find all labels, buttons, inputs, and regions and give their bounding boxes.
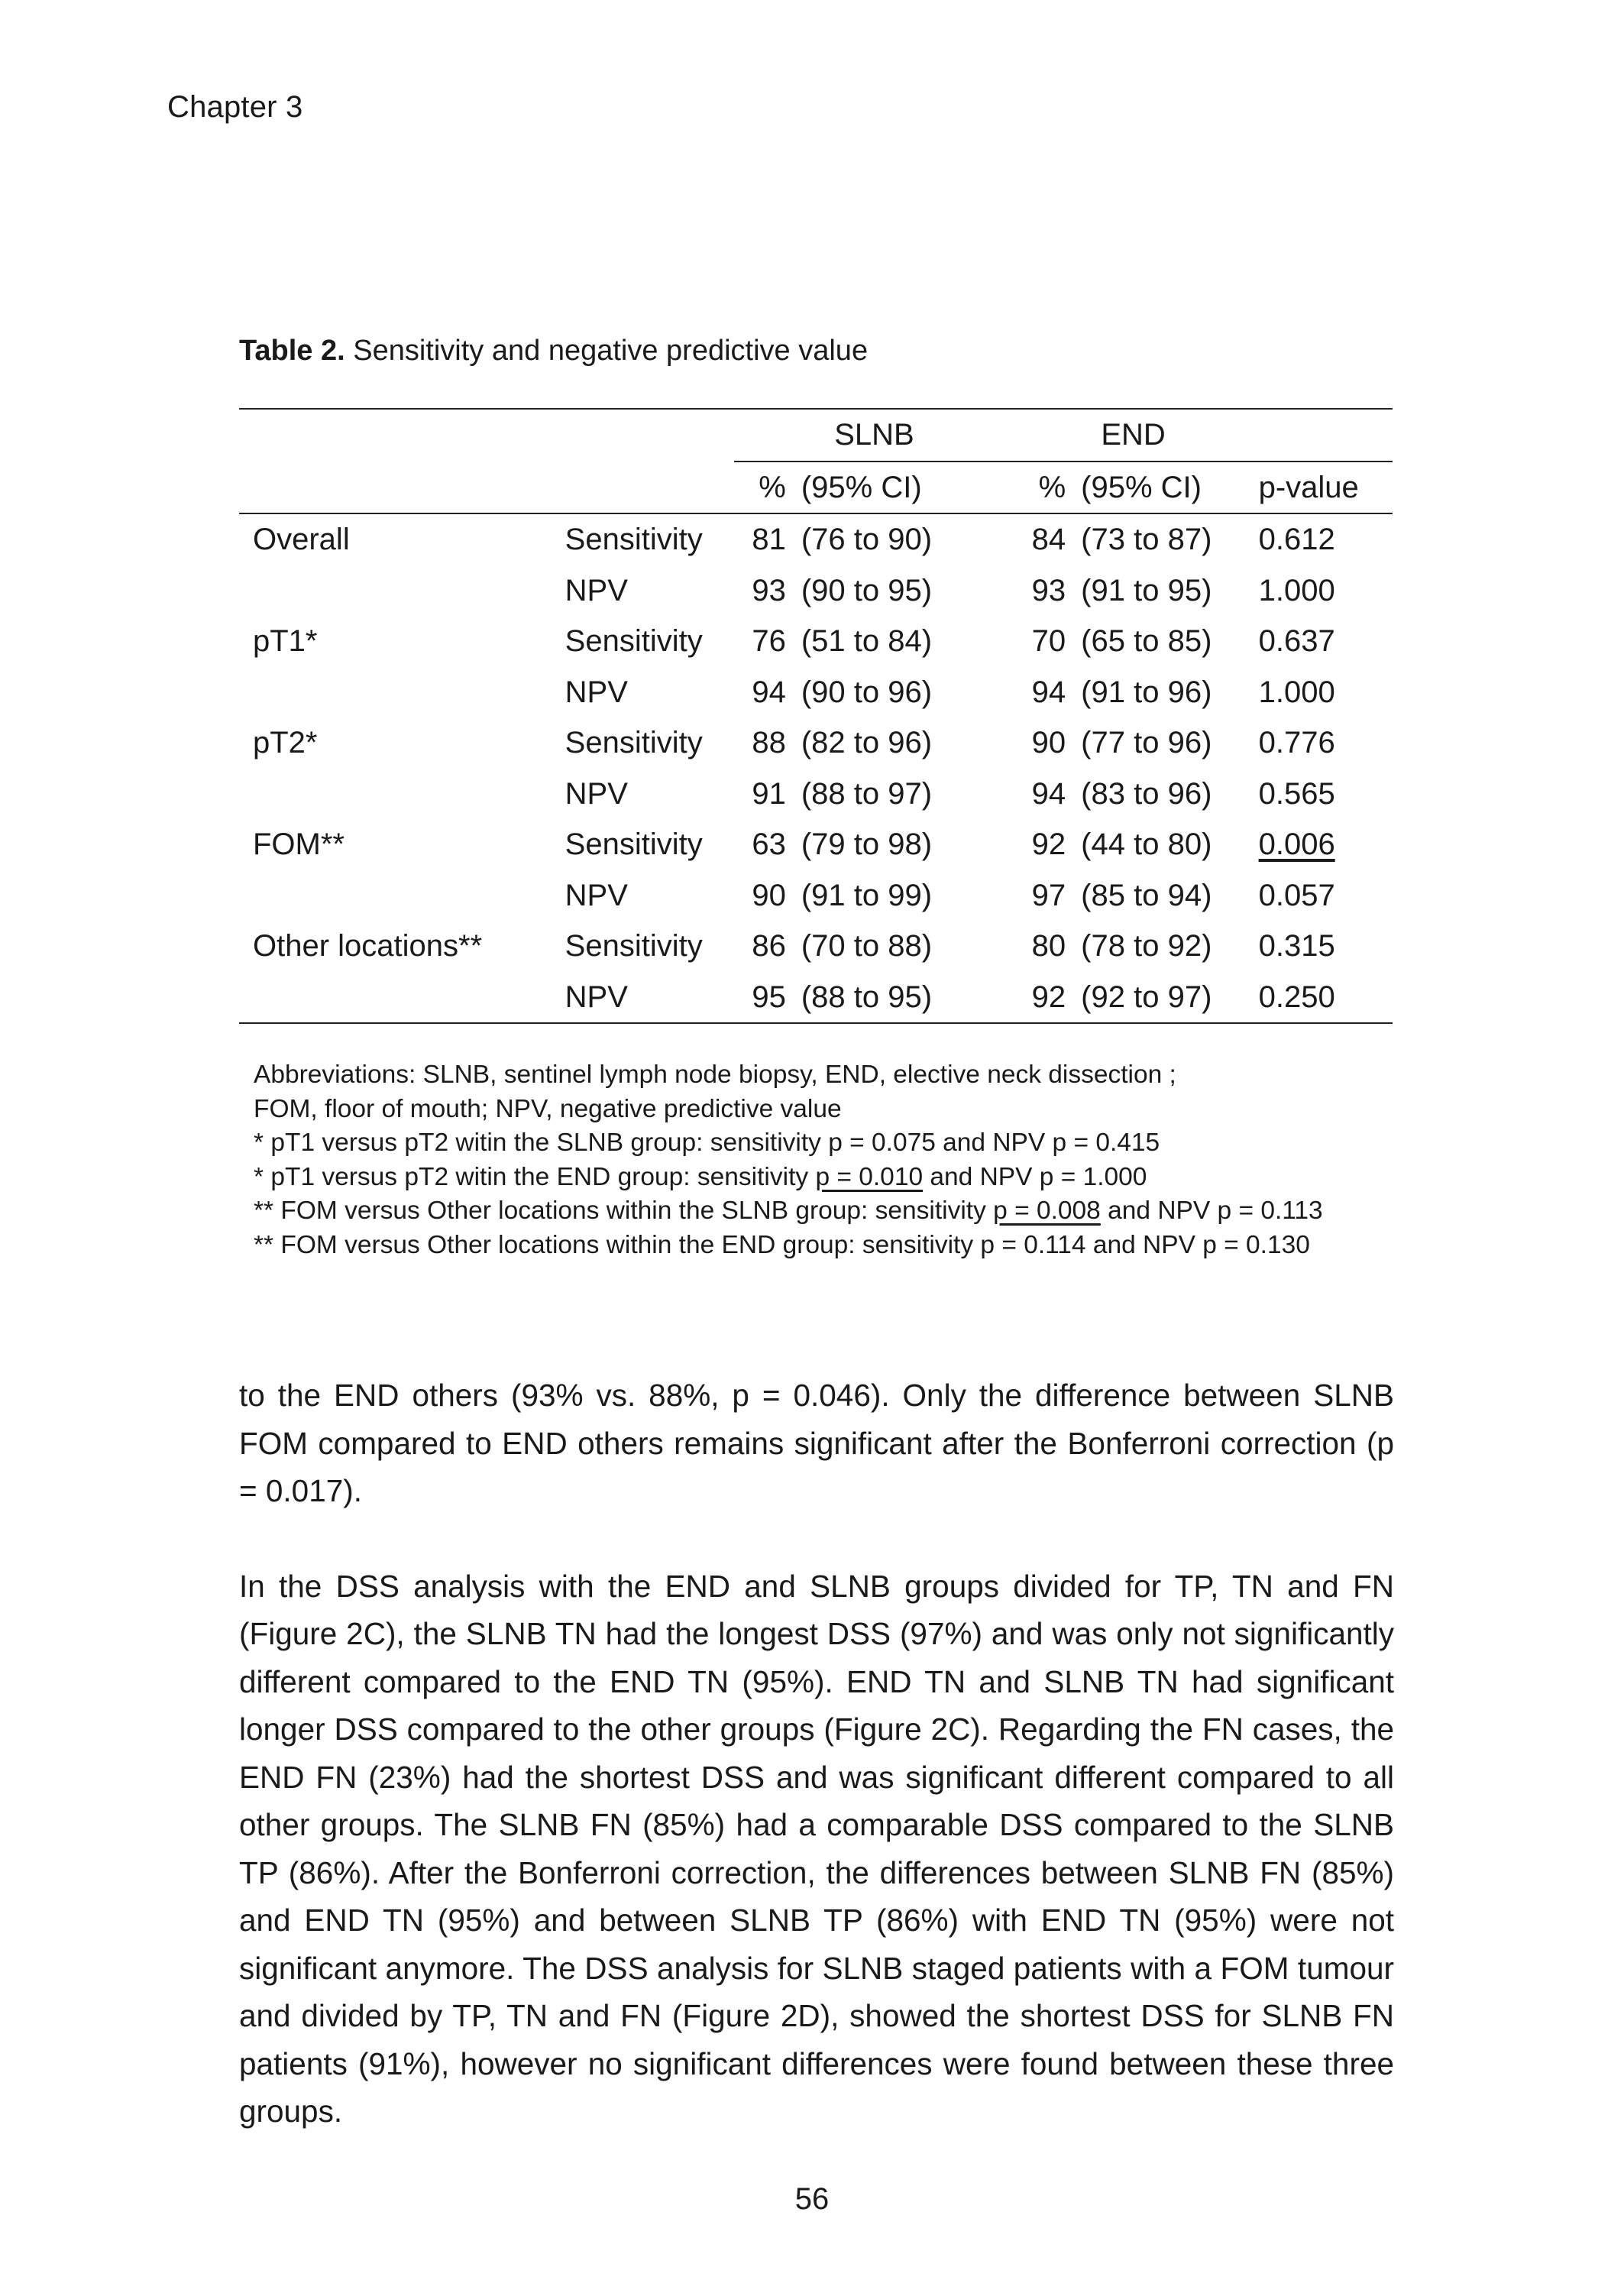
table-footnotes bbox=[254, 1058, 1323, 1262]
cell-p-value: 0.612 bbox=[1258, 523, 1335, 556]
cell-end-pct: 92 bbox=[1014, 972, 1076, 1024]
cell-slnb-ci: (90 to 95) bbox=[801, 573, 933, 607]
cell-end-pct: 92 bbox=[1031, 827, 1066, 861]
cell-slnb-ci: (82 to 96) bbox=[801, 726, 933, 759]
cell-slnb-ci: (76 to 90) bbox=[801, 523, 933, 556]
body-text bbox=[239, 1372, 1394, 2136]
col-header-slnb-ci: (95% CI) bbox=[795, 462, 1014, 514]
cell-measure: Sensitivity bbox=[565, 624, 703, 658]
table-row bbox=[239, 819, 1393, 870]
table-caption-text: Sensitivity and negative predictive value bbox=[345, 335, 869, 367]
footnote-text: ** FOM versus Other locations within the SLNB group: sensitivity bbox=[254, 1197, 994, 1225]
cell-slnb-ci: (51 to 84) bbox=[801, 624, 933, 658]
cell-location bbox=[239, 769, 565, 820]
cell-end-ci: (91 to 96) bbox=[1081, 675, 1212, 709]
table-row bbox=[239, 513, 1393, 565]
cell-measure: NPV bbox=[565, 972, 735, 1024]
footnote-line: Abbreviations: SLNB, sentinel lymph node biopsy, END, elective neck dissection ; bbox=[254, 1061, 1176, 1089]
paragraph: In the DSS analysis with the END and SLNB groups divided for TP, TN and FN (Figure 2C), the SLNB TN had the longest DSS (97%) and was only not significantly different compared to the END TN (95%). END TN and SLNB TN had significant longer DSS compared to the other groups (Figure 2C). Regarding the FN cases, the END FN (23%) had the shortest DSS and was significant different compared to all other groups. The SLNB FN (85%) had a comparable DSS compared to the SLNB TP (86%). After the Bonferroni correction, the differences between SLNB FN (85%) and END TN (95%) and between SLNB TP (86%) with END TN (95%) were not significant anymore. The DSS analysis for SLNB staged patients with a FOM tumour and divided by TP, TN and FN (Figure 2D), showed the shortest DSS for SLNB FN patients (91%), however no significant differences were found between these three groups. bbox=[239, 1568, 1394, 2129]
cell-location: FOM** bbox=[253, 827, 345, 861]
cell-slnb-pct: 95 bbox=[734, 972, 795, 1024]
cell-slnb-pct: 90 bbox=[752, 878, 786, 912]
table-row bbox=[239, 769, 1393, 820]
chapter-header: Chapter 3 bbox=[167, 90, 303, 124]
cell-end-ci: (92 to 97) bbox=[1075, 972, 1252, 1024]
col-header-end-pct: % bbox=[1014, 462, 1076, 514]
footnote-line: * pT1 versus pT2 witin the SLNB group: sensitivity p = 0.075 and NPV p = 0.415 bbox=[254, 1129, 1160, 1157]
cell-measure: NPV bbox=[565, 675, 628, 709]
cell-measure: Sensitivity bbox=[565, 929, 703, 963]
table-column-header-row bbox=[239, 462, 1393, 514]
footnote-text: and NPV p = 0.113 bbox=[1100, 1197, 1323, 1225]
cell-slnb-ci: (90 to 96) bbox=[801, 675, 933, 709]
cell-slnb-pct: 94 bbox=[752, 675, 786, 709]
table-container bbox=[239, 408, 1393, 1024]
cell-p-value: 0.250 bbox=[1253, 972, 1393, 1024]
cell-p-value: 1.000 bbox=[1258, 675, 1335, 709]
footnote-significant-p: p = 0.010 bbox=[815, 1162, 924, 1191]
cell-end-pct: 80 bbox=[1031, 929, 1066, 963]
table-row bbox=[239, 870, 1393, 921]
cell-slnb-pct: 91 bbox=[752, 776, 786, 811]
cell-end-pct: 94 bbox=[1031, 675, 1066, 709]
cell-end-ci: (73 to 87) bbox=[1081, 523, 1212, 556]
cell-end-pct: 97 bbox=[1031, 878, 1066, 912]
footnote-significant-p: p = 0.008 bbox=[993, 1197, 1101, 1225]
table-group-header-row bbox=[239, 409, 1393, 462]
cell-slnb-pct: 86 bbox=[752, 929, 786, 963]
table-row bbox=[239, 717, 1393, 769]
cell-slnb-ci: (91 to 99) bbox=[801, 878, 933, 912]
cell-end-pct: 90 bbox=[1031, 726, 1066, 759]
group-header-slnb: SLNB bbox=[734, 409, 1014, 462]
cell-p-value: 0.057 bbox=[1258, 878, 1335, 912]
cell-measure: Sensitivity bbox=[565, 726, 703, 759]
cell-measure: NPV bbox=[565, 878, 628, 912]
sensitivity-npv-table bbox=[239, 408, 1393, 1024]
footnote-text: and NPV p = 1.000 bbox=[923, 1162, 1147, 1191]
cell-end-ci: (83 to 96) bbox=[1081, 776, 1212, 811]
cell-location bbox=[239, 565, 565, 617]
table-row bbox=[239, 972, 1393, 1024]
table-row bbox=[239, 616, 1393, 667]
cell-end-pct: 84 bbox=[1031, 523, 1066, 556]
cell-slnb-ci: (88 to 97) bbox=[801, 776, 933, 811]
col-header-end-ci: (95% CI) bbox=[1075, 462, 1252, 514]
footnote-line: ** FOM versus Other locations within the END group: sensitivity p = 0.114 and NPV p = 0.130 bbox=[254, 1230, 1310, 1259]
table-caption-label: Table 2. bbox=[239, 335, 345, 367]
cell-p-value: 0.315 bbox=[1258, 929, 1335, 963]
cell-p-value: 0.637 bbox=[1258, 624, 1335, 658]
footnote-line bbox=[254, 1194, 1323, 1229]
cell-location: Overall bbox=[253, 523, 350, 556]
footnote-line: FOM, floor of mouth; NPV, negative predictive value bbox=[254, 1094, 842, 1123]
cell-p-value-significant: 0.006 bbox=[1258, 827, 1335, 861]
cell-p-value: 0.565 bbox=[1258, 776, 1335, 811]
cell-location bbox=[239, 870, 565, 921]
cell-slnb-pct: 93 bbox=[752, 573, 786, 607]
cell-slnb-ci: (70 to 88) bbox=[801, 929, 933, 963]
table-row bbox=[239, 921, 1393, 972]
cell-slnb-pct: 88 bbox=[752, 726, 786, 759]
cell-measure: Sensitivity bbox=[565, 827, 703, 861]
cell-slnb-ci: (79 to 98) bbox=[801, 827, 933, 861]
cell-location bbox=[239, 667, 565, 718]
cell-slnb-pct: 63 bbox=[752, 827, 786, 861]
cell-location: pT1* bbox=[253, 624, 318, 658]
cell-slnb-pct: 81 bbox=[752, 523, 786, 556]
group-header-end: END bbox=[1014, 409, 1253, 462]
paragraph: to the END others (93% vs. 88%, p = 0.046). Only the difference between SLNB FOM compared to END others remains significant after the Bonferroni correction (p = 0.017). bbox=[239, 1378, 1394, 1508]
cell-end-ci: (77 to 96) bbox=[1081, 726, 1212, 759]
cell-end-ci: (78 to 92) bbox=[1081, 929, 1212, 963]
cell-p-value: 0.776 bbox=[1258, 726, 1335, 759]
cell-end-pct: 93 bbox=[1031, 573, 1066, 607]
cell-measure: NPV bbox=[565, 776, 628, 811]
cell-end-ci: (85 to 94) bbox=[1081, 878, 1212, 912]
cell-measure: NPV bbox=[565, 573, 628, 607]
page-number: 56 bbox=[794, 2182, 830, 2216]
table-caption bbox=[239, 335, 868, 368]
cell-location: Other locations** bbox=[253, 929, 483, 963]
cell-end-ci: (91 to 95) bbox=[1081, 573, 1212, 607]
col-header-slnb-pct: % bbox=[734, 462, 795, 514]
table-row bbox=[239, 667, 1393, 718]
cell-measure: Sensitivity bbox=[565, 523, 703, 556]
cell-slnb-pct: 76 bbox=[752, 624, 786, 658]
cell-location: pT2* bbox=[253, 726, 318, 759]
cell-end-ci: (44 to 80) bbox=[1081, 827, 1212, 861]
cell-end-pct: 94 bbox=[1031, 776, 1066, 811]
cell-location bbox=[239, 972, 565, 1024]
cell-p-value: 1.000 bbox=[1258, 573, 1335, 607]
footnote-text: * pT1 versus pT2 witin the END group: sensitivity bbox=[254, 1162, 816, 1191]
cell-end-pct: 70 bbox=[1031, 624, 1066, 658]
footnote-line bbox=[254, 1161, 1323, 1195]
table-row bbox=[239, 565, 1393, 617]
col-header-p-value: p-value bbox=[1253, 462, 1393, 514]
cell-end-ci: (65 to 85) bbox=[1081, 624, 1212, 658]
cell-slnb-ci: (88 to 95) bbox=[795, 972, 1014, 1024]
